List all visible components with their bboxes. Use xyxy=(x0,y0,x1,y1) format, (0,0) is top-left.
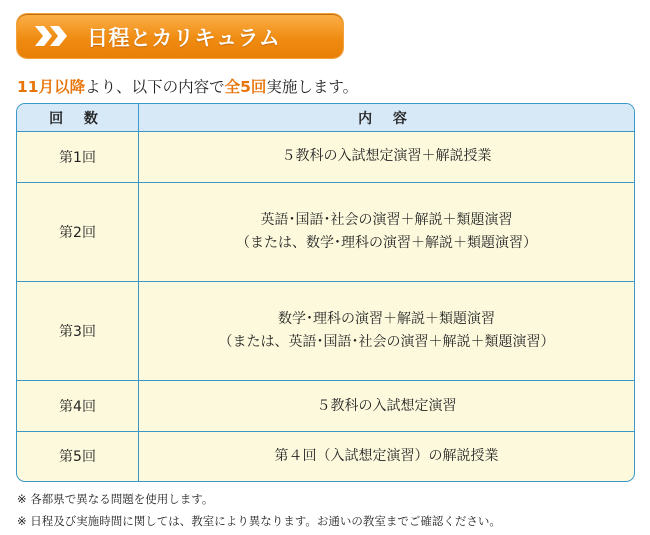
intro-highlight-count: 全5回 xyxy=(224,78,267,96)
content-line: 数学･理科の演習＋解説＋類題演習 xyxy=(278,311,495,328)
header-content: 内 容 xyxy=(139,104,635,132)
table-row xyxy=(17,431,634,481)
session-content xyxy=(139,182,635,281)
content-line-alt: （または、数学･理科の演習＋解説＋類題演習） xyxy=(236,234,537,251)
section-banner xyxy=(17,14,343,58)
session-label: 第2回 xyxy=(17,182,139,281)
content-line-alt: （または、英語･国語･社会の演習＋解説＋類題演習） xyxy=(218,334,555,351)
session-label: 第5回 xyxy=(17,431,139,481)
session-content xyxy=(139,381,635,432)
content-line: 英語･国語･社会の演習＋解説＋類題演習 xyxy=(260,211,513,228)
content-line: ５教科の入試想定演習 xyxy=(316,397,457,414)
table-row xyxy=(17,132,634,183)
table-row xyxy=(17,381,634,432)
footnotes xyxy=(17,488,501,532)
header-session-count: 回 数 xyxy=(17,104,139,132)
intro-text-part1: より、以下の内容で xyxy=(85,78,225,96)
intro-text xyxy=(17,75,358,97)
footnote: ※ 日程及び実施時間に関しては、教室により異なります。お通いの教室までご確認ください。 xyxy=(17,514,501,528)
session-label: 第1回 xyxy=(17,132,139,183)
session-content xyxy=(139,431,635,481)
session-content xyxy=(139,281,635,380)
session-label: 第4回 xyxy=(17,381,139,432)
table-row xyxy=(17,281,634,380)
curriculum-table xyxy=(16,103,635,482)
table-row xyxy=(17,182,634,281)
session-label: 第3回 xyxy=(17,281,139,380)
intro-text-part2: 実施します。 xyxy=(266,78,359,96)
section-title: 日程とカリキュラム xyxy=(87,26,281,50)
footnote: ※ 各都県で異なる問題を使用します。 xyxy=(17,492,214,506)
intro-highlight-start: 11月以降 xyxy=(17,78,86,96)
session-content xyxy=(139,132,635,183)
double-chevron-right-icon xyxy=(35,26,71,46)
content-line: 第４回（入試想定演習）の解説授業 xyxy=(274,447,499,464)
content-line: ５教科の入試想定演習＋解説授業 xyxy=(281,148,492,165)
